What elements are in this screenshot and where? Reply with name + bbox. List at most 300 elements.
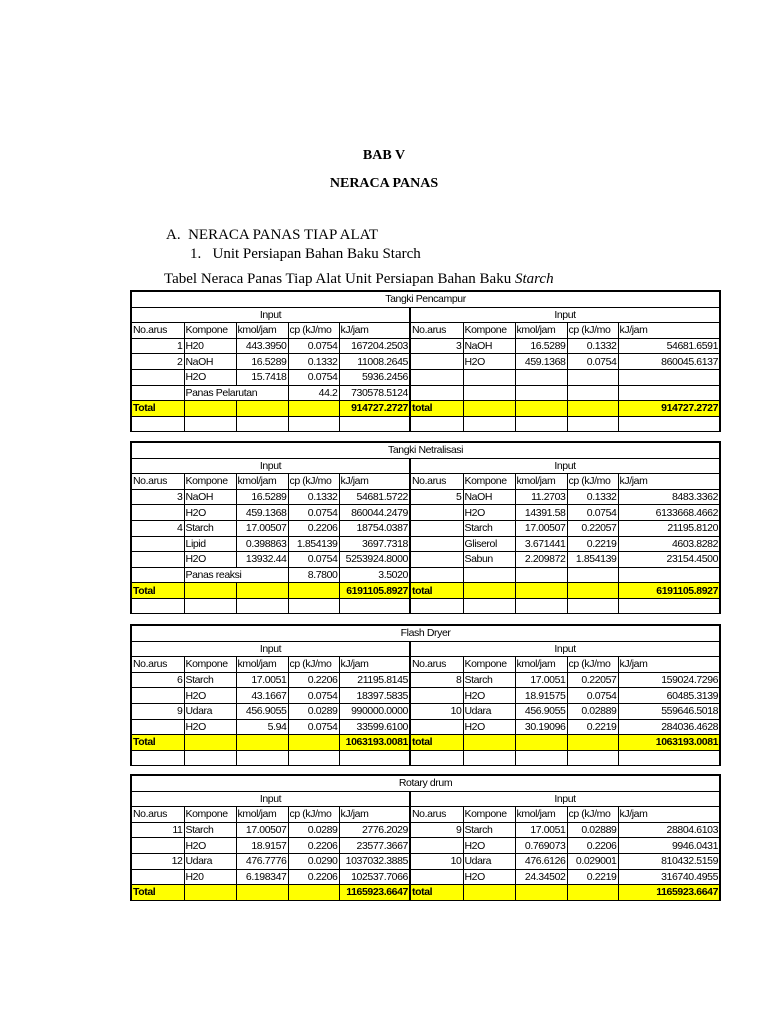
caption-italic: Starch	[514, 271, 554, 287]
chapter-number: BAB V	[362, 148, 406, 163]
column-header-kmol: kmol/jam	[236, 474, 288, 490]
spacer-cell	[184, 598, 236, 613]
cell-kmol: 17.0051	[515, 822, 567, 838]
spacer-cell	[288, 598, 339, 613]
table-row	[131, 520, 720, 536]
cell-kj: 54681.5722	[339, 489, 410, 505]
spacer-cell	[339, 416, 410, 431]
cell-kmol: 459.1368	[236, 505, 288, 521]
cell-cp: 0.029001	[567, 853, 618, 869]
column-header-cp: cp (kJ/mo	[288, 807, 339, 823]
table-tangki-netralisasi	[130, 441, 721, 614]
table-row	[131, 822, 720, 838]
cell-kj: 4603.8282	[618, 536, 720, 552]
spacer-cell	[339, 750, 410, 765]
cell-kmol: 24.34502	[515, 869, 567, 885]
input-header-row	[131, 307, 720, 323]
cell-kj: 18397.5835	[339, 688, 410, 704]
spacer-cell	[410, 416, 463, 431]
cell-kj: 860045.6137	[618, 354, 720, 370]
cell-kmol: 11.2703	[515, 489, 567, 505]
table-row	[131, 567, 720, 583]
cell-kj: 23154.4500	[618, 552, 720, 568]
total-blank	[288, 401, 339, 417]
spacer-cell	[184, 416, 236, 431]
cell-no-arus	[131, 385, 184, 401]
cell-kmol: 13932.44	[236, 552, 288, 568]
column-header-no-arus: No.arus	[410, 323, 463, 339]
cell-cp: 0.22057	[567, 520, 618, 536]
column-header-no-arus: No.arus	[131, 474, 184, 490]
cell-komponen	[463, 369, 515, 385]
cell-cp: 0.2206	[288, 520, 339, 536]
table-title-row	[131, 291, 720, 307]
cell-kj: 1037032.3885	[339, 853, 410, 869]
cell-komponen: Starch	[184, 822, 236, 838]
cell-kmol: 15.7418	[236, 369, 288, 385]
total-blank	[515, 583, 567, 599]
cell-komponen: Starch	[463, 520, 515, 536]
cell-komponen: Starch	[184, 672, 236, 688]
cell-no-arus: 10	[410, 853, 463, 869]
cell-no-arus: 3	[131, 489, 184, 505]
total-blank	[515, 401, 567, 417]
cell-kj: 730578.5124	[339, 385, 410, 401]
column-header-kj: kJ/jam	[339, 657, 410, 673]
input-label-left: Input	[131, 791, 410, 807]
table-row	[131, 489, 720, 505]
cell-no-arus: 8	[410, 672, 463, 688]
column-header-komponen: Kompone	[463, 807, 515, 823]
input-label-right: Input	[410, 791, 720, 807]
cell-cp: 0.1332	[288, 354, 339, 370]
cell-komponen: H2O	[463, 719, 515, 735]
column-header-no-arus: No.arus	[131, 657, 184, 673]
cell-kj	[618, 385, 720, 401]
cell-kmol: 30.19096	[515, 719, 567, 735]
table-title-row	[131, 625, 720, 641]
total-value-right: 1165923.6647	[618, 885, 720, 901]
cell-kmol: 443.3950	[236, 338, 288, 354]
total-blank	[463, 885, 515, 901]
cell-no-arus: 3	[410, 338, 463, 354]
cell-no-arus: 2	[131, 354, 184, 370]
spacer-cell	[288, 750, 339, 765]
cell-komponen: Udara	[184, 703, 236, 719]
cell-no-arus	[410, 505, 463, 521]
total-blank	[288, 583, 339, 599]
cell-komponen: Udara	[184, 853, 236, 869]
column-header-kj: kJ/jam	[339, 323, 410, 339]
table-row	[131, 838, 720, 854]
table-tangki-pencampur	[130, 290, 721, 432]
cell-kmol: 16.5289	[236, 489, 288, 505]
spacer-cell	[618, 750, 720, 765]
column-header-kj: kJ/jam	[618, 807, 720, 823]
spacer-cell	[618, 598, 720, 613]
cell-no-arus: 9	[410, 822, 463, 838]
cell-kmol: 476.7776	[236, 853, 288, 869]
column-header-row	[131, 807, 720, 823]
cell-kmol: 0.769073	[515, 838, 567, 854]
total-label-right: total	[410, 885, 463, 901]
cell-kmol: 16.5289	[236, 354, 288, 370]
cell-komponen: Sabun	[463, 552, 515, 568]
cell-kj: 3697.7318	[339, 536, 410, 552]
cell-kmol: 18.9157	[236, 838, 288, 854]
column-header-no-arus: No.arus	[410, 807, 463, 823]
table-title: Tangki Netralisasi	[131, 442, 720, 458]
total-blank	[288, 885, 339, 901]
column-header-komponen: Kompone	[463, 474, 515, 490]
column-header-row	[131, 474, 720, 490]
input-label-left: Input	[131, 641, 410, 657]
cell-kj: 21195.8145	[339, 672, 410, 688]
total-value-left: 6191105.8927	[339, 583, 410, 599]
cell-kmol: 459.1368	[515, 354, 567, 370]
cell-no-arus	[131, 869, 184, 885]
cell-kmol: 18.91575	[515, 688, 567, 704]
total-blank	[567, 583, 618, 599]
total-value-right: 914727.2727	[618, 401, 720, 417]
cell-kmol	[515, 385, 567, 401]
cell-cp: 0.0754	[288, 719, 339, 735]
column-header-cp: cp (kJ/mo	[288, 657, 339, 673]
input-label-right: Input	[410, 641, 720, 657]
cell-komponen: Starch	[184, 520, 236, 536]
cell-kmol: 14391.58	[515, 505, 567, 521]
column-header-kmol: kmol/jam	[236, 807, 288, 823]
cell-cp: 0.0754	[567, 354, 618, 370]
column-header-cp: cp (kJ/mo	[288, 474, 339, 490]
cell-komponen: H2O	[463, 688, 515, 704]
column-header-cp: cp (kJ/mo	[567, 807, 618, 823]
cell-no-arus: 6	[131, 672, 184, 688]
cell-no-arus: 12	[131, 853, 184, 869]
cell-komponen: NaOH	[184, 354, 236, 370]
column-header-no-arus: No.arus	[410, 474, 463, 490]
column-header-komponen: Kompone	[463, 323, 515, 339]
table-caption	[164, 271, 554, 288]
cell-komponen: NaOH	[463, 489, 515, 505]
spacer-cell	[463, 416, 515, 431]
cell-no-arus	[410, 552, 463, 568]
cell-no-arus	[410, 688, 463, 704]
total-blank	[463, 583, 515, 599]
spacer-cell	[463, 750, 515, 765]
cell-kmol: 16.5289	[515, 338, 567, 354]
spacer-cell	[618, 416, 720, 431]
cell-cp: 0.2206	[288, 869, 339, 885]
cell-cp: 0.0289	[288, 703, 339, 719]
cell-komponen: Starch	[463, 672, 515, 688]
column-header-cp: cp (kJ/mo	[567, 323, 618, 339]
total-value-right: 6191105.8927	[618, 583, 720, 599]
table-row	[131, 385, 720, 401]
cell-komponen: Panas reaksi	[184, 567, 288, 583]
cell-no-arus	[410, 354, 463, 370]
cell-no-arus	[410, 719, 463, 735]
column-header-kj: kJ/jam	[618, 323, 720, 339]
total-blank	[567, 885, 618, 901]
table-row	[131, 688, 720, 704]
total-label-left: Total	[131, 401, 184, 417]
cell-cp: 0.1332	[567, 338, 618, 354]
column-header-row	[131, 323, 720, 339]
total-blank	[288, 735, 339, 751]
cell-no-arus	[131, 369, 184, 385]
cell-kj: 990000.0000	[339, 703, 410, 719]
spacer-cell	[567, 598, 618, 613]
spacer-cell	[184, 750, 236, 765]
cell-cp: 0.0290	[288, 853, 339, 869]
total-label-right: total	[410, 735, 463, 751]
cell-kmol: 6.198347	[236, 869, 288, 885]
cell-no-arus	[131, 536, 184, 552]
cell-no-arus	[410, 869, 463, 885]
cell-no-arus	[410, 536, 463, 552]
cell-cp: 0.0754	[288, 505, 339, 521]
cell-komponen: H2O	[463, 505, 515, 521]
table-row	[131, 536, 720, 552]
chapter-title: NERACA PANAS	[329, 176, 439, 191]
cell-cp: 0.1332	[567, 489, 618, 505]
table-title: Rotary drum	[131, 775, 720, 791]
cell-kj: 54681.6591	[618, 338, 720, 354]
total-row	[131, 583, 720, 599]
cell-kj: 6133668.4662	[618, 505, 720, 521]
spacer-cell	[410, 750, 463, 765]
subsection-heading: 1. Unit Persiapan Bahan Baku Starch	[190, 246, 421, 262]
column-header-row	[131, 657, 720, 673]
cell-komponen	[463, 567, 515, 583]
cell-kj	[618, 567, 720, 583]
total-row	[131, 885, 720, 901]
cell-cp: 0.0289	[288, 822, 339, 838]
cell-kj: 23577.3667	[339, 838, 410, 854]
cell-kj: 860044.2479	[339, 505, 410, 521]
cell-no-arus	[131, 567, 184, 583]
cell-cp: 0.0754	[288, 688, 339, 704]
cell-kj: 559646.5018	[618, 703, 720, 719]
table-row	[131, 354, 720, 370]
total-blank	[463, 401, 515, 417]
input-header-row	[131, 641, 720, 657]
total-blank	[184, 735, 236, 751]
cell-komponen: Udara	[463, 853, 515, 869]
cell-kj: 33599.6100	[339, 719, 410, 735]
cell-no-arus	[131, 838, 184, 854]
cell-no-arus: 4	[131, 520, 184, 536]
cell-no-arus: 10	[410, 703, 463, 719]
cell-kmol: 476.6126	[515, 853, 567, 869]
column-header-no-arus: No.arus	[131, 807, 184, 823]
cell-no-arus: 11	[131, 822, 184, 838]
input-label-left: Input	[131, 307, 410, 323]
spacer-cell	[410, 598, 463, 613]
column-header-kmol: kmol/jam	[515, 807, 567, 823]
caption-text: Tabel Neraca Panas Tiap Alat Unit Persiapan Bahan Baku	[164, 271, 515, 287]
cell-kj: 3.5020	[339, 567, 410, 583]
cell-kmol: 17.00507	[236, 822, 288, 838]
cell-no-arus: 5	[410, 489, 463, 505]
cell-no-arus	[131, 719, 184, 735]
cell-kj: 102537.7066	[339, 869, 410, 885]
cell-cp	[567, 567, 618, 583]
column-header-kmol: kmol/jam	[515, 474, 567, 490]
cell-kmol: 2.209872	[515, 552, 567, 568]
cell-cp: 0.02889	[567, 822, 618, 838]
cell-cp: 0.0754	[567, 688, 618, 704]
cell-cp: 0.2206	[567, 838, 618, 854]
cell-cp: 0.0754	[288, 338, 339, 354]
cell-kj: 9946.0431	[618, 838, 720, 854]
cell-komponen: H2O	[184, 719, 236, 735]
cell-kj: 316740.4955	[618, 869, 720, 885]
column-header-kj: kJ/jam	[339, 807, 410, 823]
cell-no-arus	[131, 505, 184, 521]
section-heading: A. NERACA PANAS TIAP ALAT	[166, 227, 378, 243]
column-header-kj: kJ/jam	[339, 474, 410, 490]
column-header-cp: cp (kJ/mo	[288, 323, 339, 339]
cell-no-arus	[410, 369, 463, 385]
cell-kmol: 456.9055	[236, 703, 288, 719]
total-label-left: Total	[131, 885, 184, 901]
cell-kj: 60485.3139	[618, 688, 720, 704]
cell-cp: 1.854139	[288, 536, 339, 552]
total-blank	[567, 401, 618, 417]
total-blank	[463, 735, 515, 751]
total-value-right: 1063193.0081	[618, 735, 720, 751]
input-label-left: Input	[131, 458, 410, 474]
total-blank	[184, 885, 236, 901]
total-label-left: Total	[131, 583, 184, 599]
total-value-left: 1063193.0081	[339, 735, 410, 751]
total-blank	[567, 735, 618, 751]
cell-cp: 0.22057	[567, 672, 618, 688]
total-value-left: 1165923.6647	[339, 885, 410, 901]
input-label-right: Input	[410, 307, 720, 323]
column-header-kmol: kmol/jam	[236, 323, 288, 339]
cell-no-arus	[410, 567, 463, 583]
cell-cp: 0.2219	[567, 536, 618, 552]
cell-kmol	[515, 567, 567, 583]
table-row	[131, 552, 720, 568]
cell-cp: 0.0754	[288, 552, 339, 568]
spacer-row	[131, 416, 720, 431]
cell-komponen: Gliserol	[463, 536, 515, 552]
spacer-cell	[131, 416, 184, 431]
total-value-left: 914727.2727	[339, 401, 410, 417]
cell-komponen: H2O	[184, 505, 236, 521]
total-blank	[515, 735, 567, 751]
cell-no-arus: 1	[131, 338, 184, 354]
spacer-cell	[515, 598, 567, 613]
column-header-no-arus: No.arus	[410, 657, 463, 673]
column-header-kmol: kmol/jam	[515, 657, 567, 673]
table-row	[131, 338, 720, 354]
cell-komponen: Starch	[463, 822, 515, 838]
cell-cp: 0.0754	[567, 505, 618, 521]
cell-kj: 2776.2029	[339, 822, 410, 838]
table-row	[131, 369, 720, 385]
cell-komponen: H20	[184, 338, 236, 354]
cell-cp: 8.7800	[288, 567, 339, 583]
cell-komponen: H2O	[184, 552, 236, 568]
cell-kmol	[515, 369, 567, 385]
cell-kj: 18754.0387	[339, 520, 410, 536]
cell-no-arus	[410, 520, 463, 536]
cell-komponen	[463, 385, 515, 401]
cell-cp: 0.1332	[288, 489, 339, 505]
table-row	[131, 672, 720, 688]
cell-kj	[618, 369, 720, 385]
total-row	[131, 401, 720, 417]
table-title: Flash Dryer	[131, 625, 720, 641]
cell-cp: 0.2206	[288, 672, 339, 688]
table-flash-dryer	[130, 624, 721, 766]
cell-kj: 159024.7296	[618, 672, 720, 688]
column-header-cp: cp (kJ/mo	[567, 657, 618, 673]
cell-komponen: NaOH	[184, 489, 236, 505]
total-blank	[184, 583, 236, 599]
cell-komponen: Udara	[463, 703, 515, 719]
spacer-row	[131, 750, 720, 765]
cell-kmol: 17.0051	[236, 672, 288, 688]
table-row	[131, 719, 720, 735]
cell-komponen: H2O	[184, 688, 236, 704]
cell-cp	[567, 385, 618, 401]
table-row	[131, 853, 720, 869]
total-blank	[236, 583, 288, 599]
spacer-cell	[515, 416, 567, 431]
column-header-kj: kJ/jam	[618, 474, 720, 490]
cell-kmol: 3.671441	[515, 536, 567, 552]
cell-kj: 810432.5159	[618, 853, 720, 869]
cell-kj: 11008.2645	[339, 354, 410, 370]
table-title-row	[131, 442, 720, 458]
spacer-cell	[236, 416, 288, 431]
cell-komponen: H2O	[463, 354, 515, 370]
spacer-cell	[567, 416, 618, 431]
spacer-cell	[339, 598, 410, 613]
cell-kmol: 43.1667	[236, 688, 288, 704]
cell-kmol: 17.00507	[236, 520, 288, 536]
cell-no-arus	[410, 838, 463, 854]
cell-komponen: H2O	[463, 869, 515, 885]
spacer-cell	[567, 750, 618, 765]
cell-no-arus	[410, 385, 463, 401]
spacer-cell	[236, 598, 288, 613]
table-row	[131, 703, 720, 719]
input-header-row	[131, 791, 720, 807]
cell-kmol: 456.9055	[515, 703, 567, 719]
cell-komponen: H2O	[463, 838, 515, 854]
cell-kj: 21195.8120	[618, 520, 720, 536]
cell-komponen: Lipid	[184, 536, 236, 552]
spacer-cell	[236, 750, 288, 765]
cell-kj: 5936.2456	[339, 369, 410, 385]
cell-kmol: 0.398863	[236, 536, 288, 552]
column-header-kmol: kmol/jam	[236, 657, 288, 673]
total-blank	[515, 885, 567, 901]
column-header-cp: cp (kJ/mo	[567, 474, 618, 490]
table-title: Tangki Pencampur	[131, 291, 720, 307]
cell-cp: 0.2219	[567, 719, 618, 735]
cell-komponen: H2O	[184, 838, 236, 854]
column-header-komponen: Kompone	[184, 323, 236, 339]
cell-no-arus	[131, 688, 184, 704]
